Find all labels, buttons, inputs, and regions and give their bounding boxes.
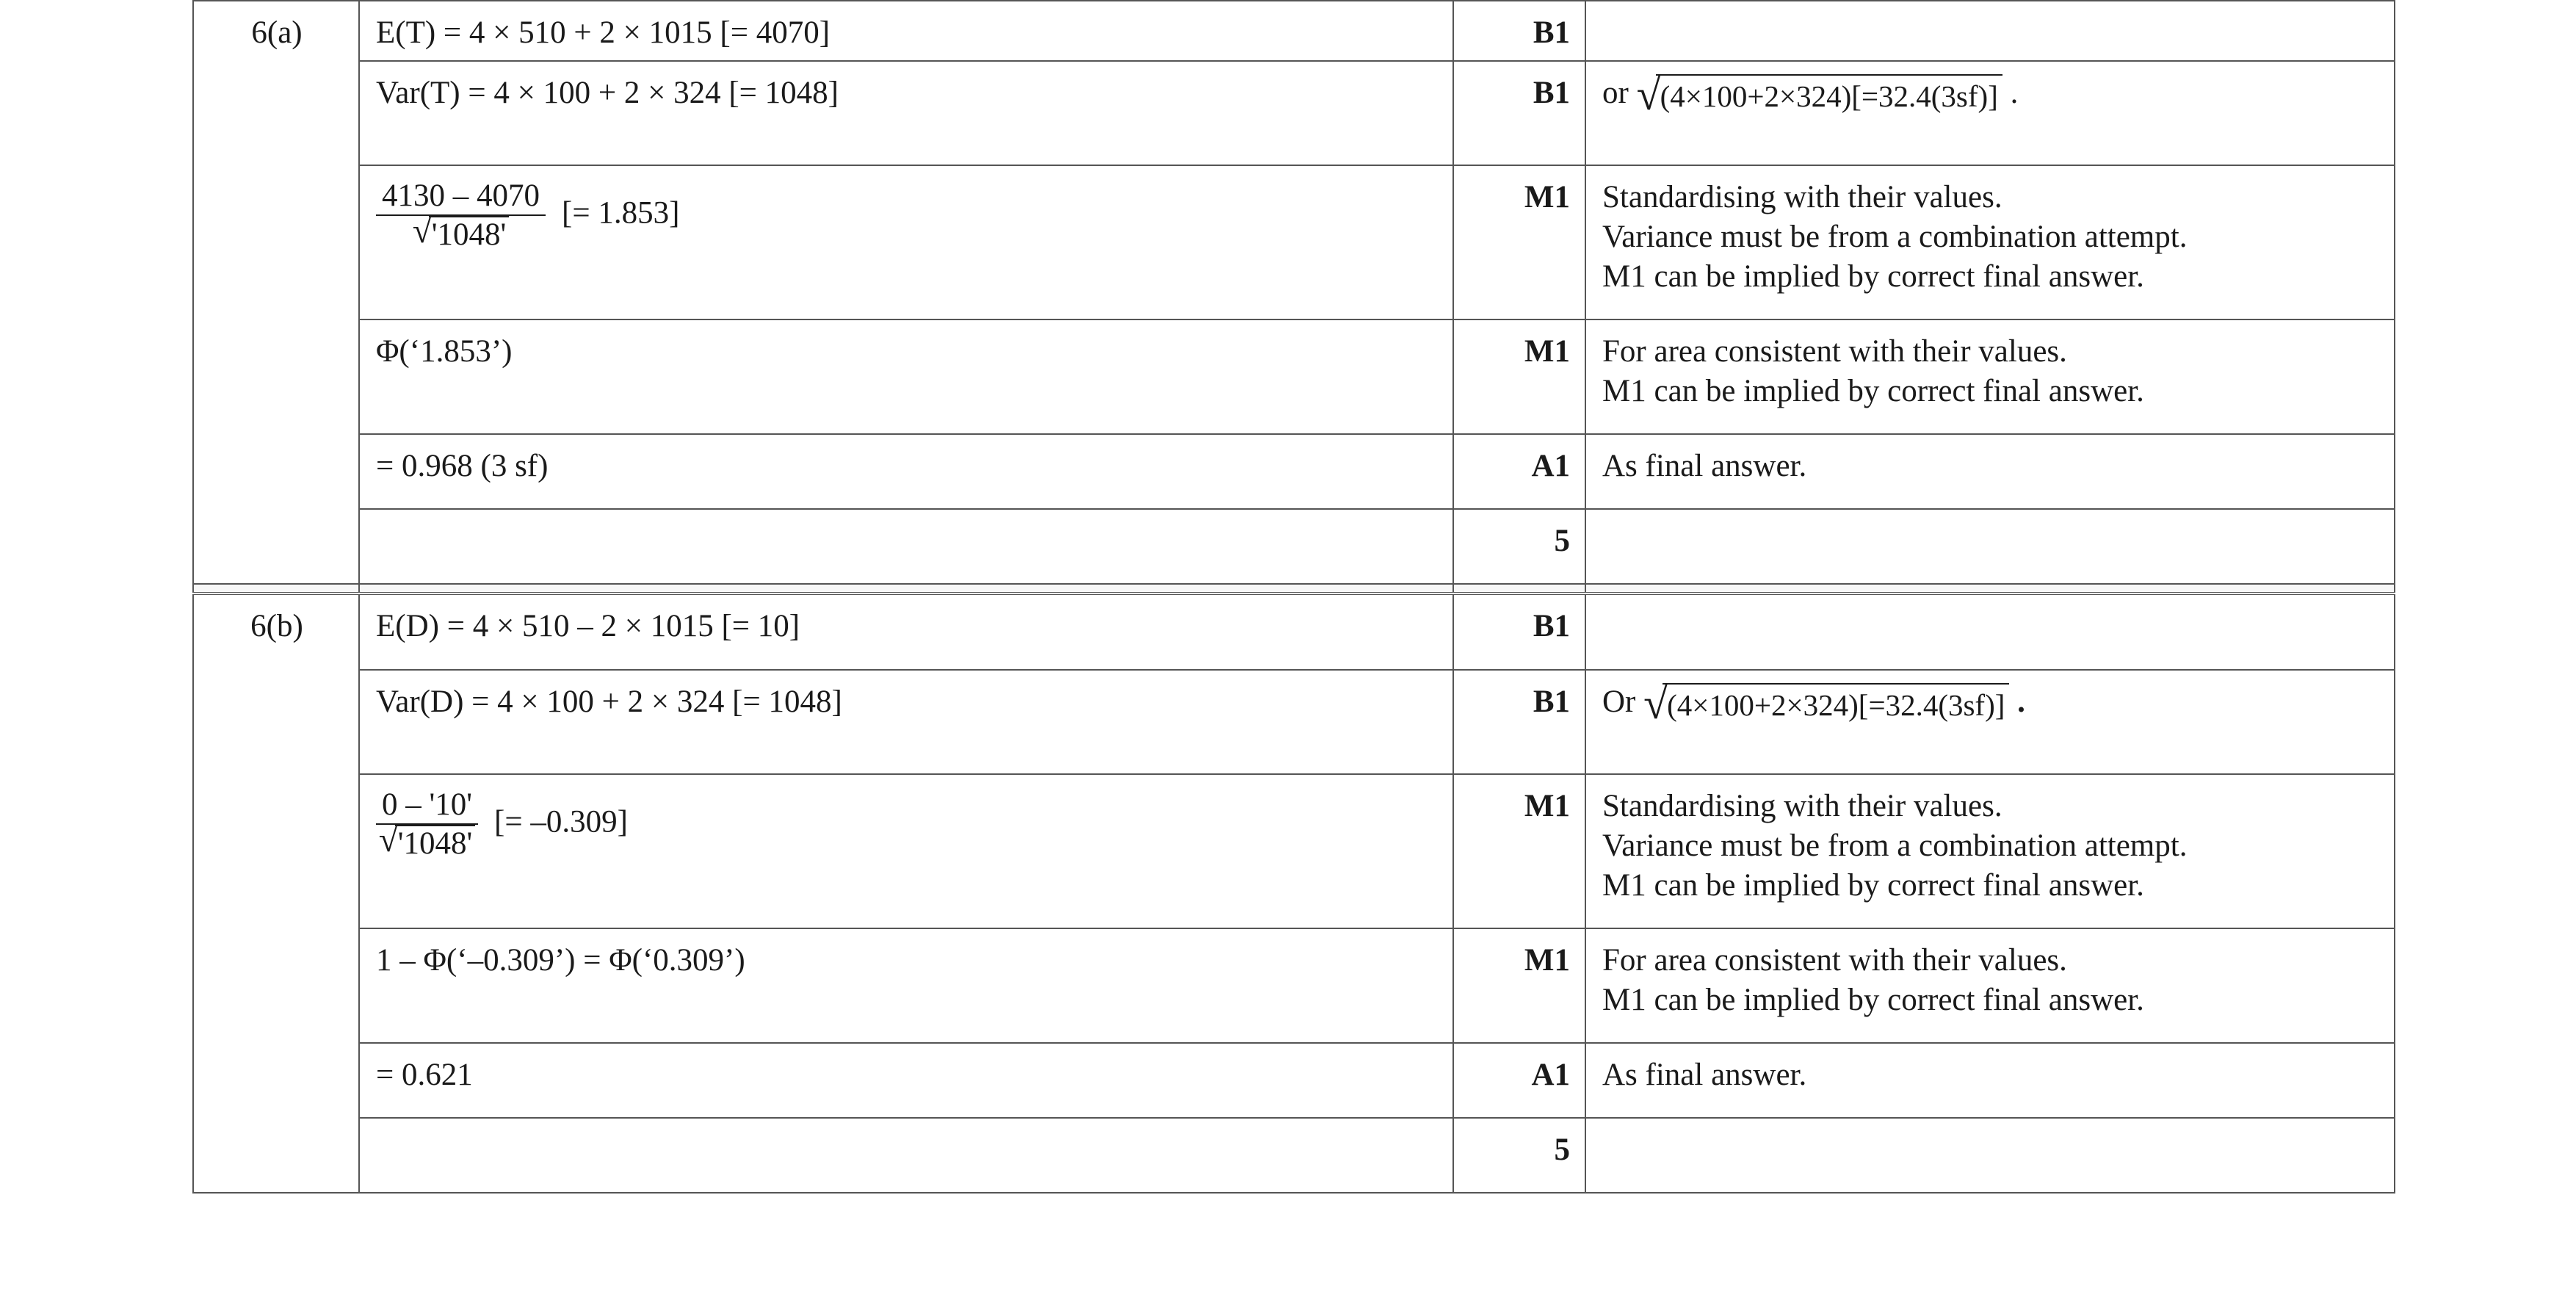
guidance-line: M1 can be implied by correct final answer. (1602, 868, 2144, 903)
table-row (193, 319, 2395, 434)
guidance-cell (1585, 928, 2395, 1043)
fraction-numerator: 0 – '10' (376, 787, 478, 825)
fraction (376, 178, 546, 253)
answer-tail: [= 1.853] (562, 195, 680, 231)
mark-scheme-table (192, 0, 2395, 1194)
guidance-line: Variance must be from a combination attempt. (1602, 828, 2188, 863)
answer-tail: [= –0.309] (494, 804, 628, 839)
radical-sign: √ (1636, 71, 1661, 120)
answer-cell (359, 1118, 1453, 1193)
square-root-expression (378, 820, 476, 862)
guidance-suffix: . (2010, 76, 2019, 110)
table-row (193, 774, 2395, 928)
radical-sign: √ (378, 820, 399, 859)
table-row (193, 670, 2395, 774)
answer-cell: Var(D) = 4 × 100 + 2 × 324 [= 1048] (359, 670, 1453, 774)
table-row (193, 165, 2395, 319)
answer-cell: Var(T) = 4 × 100 + 2 × 324 [= 1048] (359, 61, 1453, 165)
table-row (193, 928, 2395, 1043)
total-mark-cell: 5 (1453, 509, 1585, 584)
question-label: 6(a) (193, 1, 359, 584)
radicand: '1048' (429, 216, 510, 253)
answer-cell: = 0.621 (359, 1043, 1453, 1118)
answer-cell: E(T) = 4 × 510 + 2 × 1015 [= 4070] (359, 1, 1453, 61)
guidance-cell (1585, 1118, 2395, 1193)
answer-cell (359, 774, 1453, 928)
guidance-cell (1585, 319, 2395, 434)
guidance-line: M1 can be implied by correct final answer. (1602, 374, 2144, 408)
guidance-line: M1 can be implied by correct final answer. (1602, 983, 2144, 1017)
table-row (193, 434, 2395, 509)
guidance-cell (1585, 61, 2395, 165)
square-root-expression (1643, 679, 2009, 729)
table-row (193, 61, 2395, 165)
guidance-prefix: or (1602, 76, 1629, 110)
fraction-numerator: 4130 – 4070 (376, 178, 546, 216)
radical-sign: √ (412, 212, 433, 250)
fraction-denominator (376, 212, 546, 253)
mark-cell: M1 (1453, 165, 1585, 319)
guidance-line: Standardising with their values. (1602, 180, 2002, 214)
guidance-cell: As final answer. (1585, 1043, 2395, 1118)
table-row (193, 1, 2395, 61)
mark-cell: M1 (1453, 928, 1585, 1043)
part-separator (193, 584, 2395, 593)
guidance-line: Standardising with their values. (1602, 789, 2002, 823)
square-root-expression (1636, 71, 2002, 120)
table-row (193, 1118, 2395, 1193)
guidance-cell (1585, 509, 2395, 584)
guidance-suffix: . (2017, 685, 2025, 719)
radicand: (4×100+2×324)[=32.4(3sf)] (1656, 74, 2002, 117)
answer-cell: 1 – Φ(‘–0.309’) = Φ(‘0.309’) (359, 928, 1453, 1043)
radicand: (4×100+2×324)[=32.4(3sf)] (1663, 683, 2009, 726)
answer-cell: Φ(‘1.853’) (359, 319, 1453, 434)
mark-cell: B1 (1453, 61, 1585, 165)
answer-cell (359, 165, 1453, 319)
guidance-cell (1585, 670, 2395, 774)
table-row (193, 593, 2395, 670)
table-row (193, 509, 2395, 584)
answer-cell: = 0.968 (3 sf) (359, 434, 1453, 509)
radicand: '1048' (395, 825, 476, 862)
guidance-prefix: Or (1602, 685, 1636, 719)
guidance-line: For area consistent with their values. (1602, 334, 2067, 369)
answer-cell: E(D) = 4 × 510 – 2 × 1015 [= 10] (359, 593, 1453, 670)
guidance-cell (1585, 165, 2395, 319)
fraction (376, 787, 478, 862)
total-mark-cell: 5 (1453, 1118, 1585, 1193)
mark-cell: M1 (1453, 774, 1585, 928)
mark-scheme (192, 0, 2395, 1194)
guidance-line: For area consistent with their values. (1602, 943, 2067, 978)
fraction-denominator (376, 820, 478, 862)
mark-cell: A1 (1453, 1043, 1585, 1118)
radical-sign: √ (1643, 679, 1668, 729)
table-row (193, 1043, 2395, 1118)
mark-cell: M1 (1453, 319, 1585, 434)
mark-cell: B1 (1453, 593, 1585, 670)
question-label: 6(b) (193, 593, 359, 1193)
guidance-cell (1585, 593, 2395, 670)
mark-cell: B1 (1453, 670, 1585, 774)
mark-cell: A1 (1453, 434, 1585, 509)
square-root-expression (412, 212, 510, 253)
answer-cell (359, 509, 1453, 584)
guidance-cell (1585, 1, 2395, 61)
guidance-line: Variance must be from a combination attempt. (1602, 220, 2188, 254)
guidance-cell: As final answer. (1585, 434, 2395, 509)
guidance-cell (1585, 774, 2395, 928)
mark-cell: B1 (1453, 1, 1585, 61)
guidance-line: M1 can be implied by correct final answer. (1602, 259, 2144, 294)
